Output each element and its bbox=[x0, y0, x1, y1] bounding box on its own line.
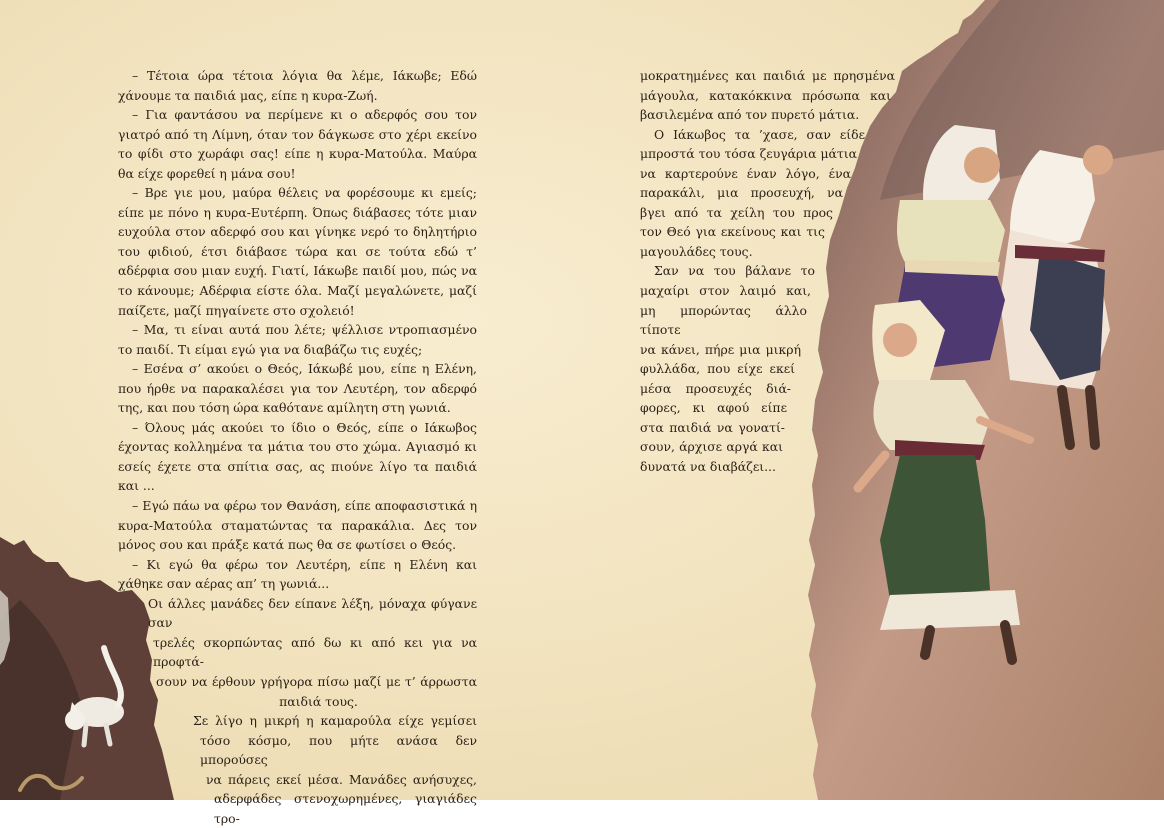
text-line: μοκρατημένες και παιδιά με πρησμένα bbox=[640, 68, 895, 83]
text-line: Οι άλλες μανάδες δεν είπανε λέξη, μόναχα φύγανε σαν bbox=[148, 595, 477, 631]
text-line: παιδιά τους. bbox=[279, 693, 358, 709]
paragraph: – Κι εγώ θα φέρω τον Λευτέρη, είπε η Ελένη και χάθηκε σαν αέρας απ’ τη γωνιά... bbox=[118, 556, 477, 592]
text-line: στα παιδιά να γονατί- bbox=[640, 419, 785, 435]
text-line: μέσα προσευχές διά- bbox=[640, 380, 791, 396]
paragraph: – Βρε γιε μου, μαύρα θέλεις να φορέσουμε κι εμείς; είπε με πόνο η κυρα-Ευτέρπη. Όπως διάβασες τότε μιαν ευχούλα στον αδερφό σου και γίνηκε νερό το δηλητήριο του φιδιού, έτσι διάβασε τώρα και σε τούτα εδώ τ’ αδέρφια σου μιαν ευχή. Γιατί, Ιάκωβε παιδί μου, πώς να το κάνουμε; Αδέρφια είστε όλα. Μαζί μεγαλώνετε, μαζί παίζετε, μαζί πηγαίνετε στο σχολειό! bbox=[118, 185, 477, 318]
paragraph: – Μα, τι είναι αυτά που λέτε; ψέλλισε ντροπιασμένο το παιδί. Τι είμαι εγώ για να διαβάζω τις ευχές; bbox=[118, 322, 477, 357]
paragraph: – Εγώ πάω να φέρω τον Θανάση, είπε αποφασιστικά η κυρα-Ματούλα σταματώντας τα παρακάλια. Δες τον μόνος σου και πράξε κατά πως θα σε φωτίσει ο Θεός. bbox=[118, 498, 477, 553]
text-line: Σαν να του βάλανε το bbox=[654, 263, 815, 279]
text-line: να κάνει, πήρε μια μικρή bbox=[640, 341, 801, 357]
left-text-column bbox=[118, 66, 477, 828]
text-line: τρελές σκορπώντας από δω κι από κει για να προφτά- bbox=[153, 634, 477, 670]
text-line: μαγουλάδες τους. bbox=[640, 243, 753, 259]
text-line: φυλλάδα, που είχε εκεί bbox=[640, 361, 795, 377]
text-line: σουν να έρθουν γρήγορα πίσω μαζί με τ’ άρρωστα bbox=[156, 673, 477, 689]
text-line: να πάρεις εκεί μέσα. Μανάδες ανήσυχες, bbox=[206, 771, 477, 787]
text-line: βγει από τα χείλη του προς bbox=[640, 204, 833, 220]
text-line: μη μπορώντας άλλο τίποτε bbox=[640, 302, 807, 338]
paragraph: – Όλους μάς ακούει το ίδιο ο Θεός, είπε ο Ιάκωβος έχοντας κολλημένα τα μάτια του στο χώμα. Αγιασμό κι εσείς έχετε στα σπίτια σας, ας πιούνε λίγο τα παιδιά και ... bbox=[118, 419, 477, 494]
text-line: βασιλεμένα από τον πυρετό μάτια. bbox=[640, 107, 860, 123]
text-line: μαχαίρι στον λαιμό και, bbox=[640, 283, 811, 299]
paragraph: – Τέτοια ώρα τέτοια λόγια θα λέμε, Ιάκωβε; Εδώ χάνουμε τα παιδιά μας, είπε η κυρα-Ζωή. bbox=[118, 68, 477, 103]
text-line: δυνατά να διαβάζει... bbox=[640, 458, 776, 474]
text-line: μάγουλα, κατακόκκινα πρόσωπα και bbox=[640, 87, 891, 103]
text-line: παρακάλι, μια προσευχή, να bbox=[640, 185, 843, 201]
paragraph: – Εσένα σ’ ακούει ο Θεός, Ιάκωβέ μου, είπε η Ελένη, που ήρθε να παρακαλέσει για τον Λευτέρη, τον αδερφό της, και που τόση ώρα καθότανε αμίλητη στη γωνιά. bbox=[118, 361, 477, 416]
right-text-column bbox=[640, 66, 895, 476]
text-line: σουν, άρχισε αργά και bbox=[640, 439, 783, 455]
text-line: να καρτερούνε έναν λόγο, ένα bbox=[640, 165, 851, 181]
text-line: τόσο κόσμο, που μήτε ανάσα δεν μπορούσες bbox=[200, 732, 477, 768]
text-line: Ο Ιάκωβος τα ’χασε, σαν είδε bbox=[654, 126, 865, 142]
paragraph: – Για φαντάσου να περίμενε κι ο αδερφός σου τον γιατρό από τη Λίμνη, όταν τον δάγκωσε στο χέρι εκείνο το φίδι στο χωράφι σας! είπε η κυρα-Ματούλα. Μαύρα θα είχε φορεθεί η μάνα σου! bbox=[118, 107, 477, 181]
text-line: αδερφάδες στενοχωρημένες, γιαγιάδες τρο- bbox=[214, 791, 477, 826]
text-line: Σε λίγο η μικρή η καμαρούλα είχε γεμίσει bbox=[193, 713, 477, 729]
text-line: τον Θεό για εκείνους και τις bbox=[640, 224, 825, 240]
text-line: μπροστά του τόσα ζευγάρια μάτια bbox=[640, 146, 857, 162]
text-line: φορες, κι αφού είπε bbox=[640, 400, 787, 416]
